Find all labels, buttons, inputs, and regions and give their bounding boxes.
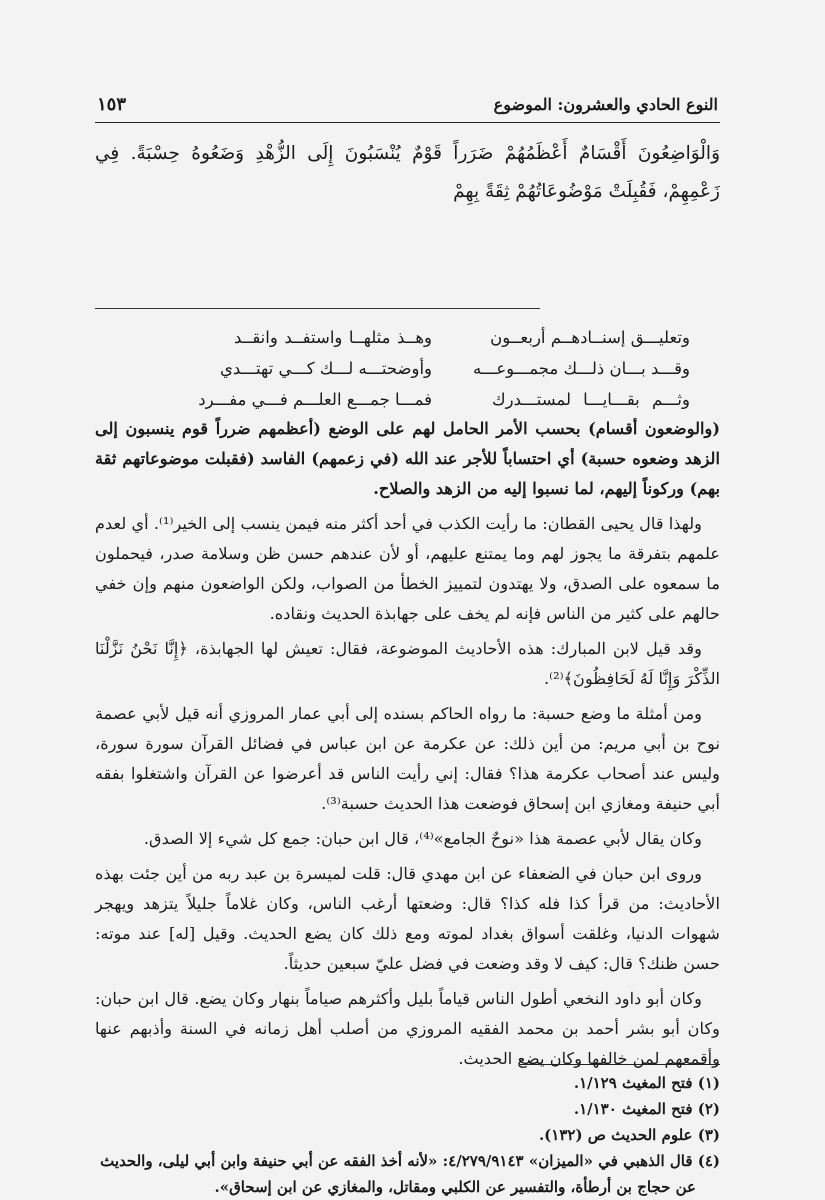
paragraph: ومن أمثلة ما وضع حسبة: ما رواه الحاكم بسنده إلى أبي عمار المروزي أنه قيل لأبي عصمة نوح بن أبي مريم: من أين ذلك: عن عكرمة عن ابن عباس في فضائل القرآن سورة سورة، وليس عند أصحاب عكرمة هذا؟ فقال: إني رأيت الناس قد أعرضوا عن القرآن واشتغلوا بفقه أبي حنيفة ومغازي ابن إسحاق فوضعت هذا الحديث حسبة⁽³⁾. — [95, 704, 720, 813]
poem-line — [95, 322, 720, 353]
footnotes — [95, 1070, 720, 1200]
paragraph: (والوضعون أقسام) بحسب الأمر الحامل لهم على الوضع (أعظمهم ضرراً قوم ينسبون إلى الزهد وضعوه حسبة) أي احتساباً للأجر عند الله (في زعمهم) الفاسد (فقبلت موضوعاتهم ثقة بهم) وركوناً إليهم، لما نسبوا إليه من الزهد والصلاح. — [95, 419, 720, 498]
poem-hemistich-left: وأوضحتـــه لـــك كـــي تهتـــدي — [219, 359, 432, 378]
paragraph: وروى ابن حبان في الضعفاء عن ابن مهدي قال: قلت لميسرة بن عبد ربه من أين جئت بهذه الأحاديث: من قرأ كذا فله كذا؟ قال: وضعتها أرغب الناس، وكان غلاماً جليلاً يتزهد ويهجر شهوات الدنيا، وغلقت أسواق بغداد لموته ومع ذلك كان يضع الحديث. وقيل [له] عند موته: حسن ظنك؟ قال: كيف لا وقد وضعت في فضل عليّ سبعين حديثاً. — [95, 864, 720, 973]
poem-line — [95, 353, 720, 384]
verse-separator-rule — [95, 308, 540, 309]
footnote: (٢) فتح المغيث ١/١٣٠. — [573, 1100, 720, 1118]
footnote: (٣) علوم الحديث ص (١٣٢). — [538, 1126, 720, 1144]
paragraph: ولهذا قال يحيى القطان: ما رأيت الكذب في أحد أكثر منه فيمن ينسب إلى الخير⁽¹⁾. أي لعدم علمهم بتفرقة ما يجوز لهم وما يمتنع عليهم، أو لأن عندهم حسن ظن وسلامة صدر، فيحملون ما سمعوه على الصدق، ولا يهتدون لتمييز الخطأ من الصواب، ولكن الواضعون منهم وإن خفي حالهم على كثير من الناس فإنه لم يخف على جهابذة الحديث ونقاده. — [95, 514, 721, 623]
poem-line — [95, 384, 720, 415]
running-header — [95, 94, 720, 123]
poem-block — [95, 322, 720, 415]
paragraph: وكان يقال لأبي عصمة هذا «نوحٌ الجامع»⁽⁴⁾، قال ابن حبان: جمع كل شيء إلا الصدق. — [143, 829, 702, 848]
commentary-body — [95, 414, 720, 1079]
book-page — [95, 94, 721, 1196]
chapter-title: النوع الحادي والعشرون: الموضوع — [493, 95, 718, 114]
poem-hemistich-right: وتعليـــق إسنــادهــم أربعــون — [490, 328, 690, 347]
poem-hemistich-left: وهــذ مثلهــا واستفــد وانقــد — [234, 328, 432, 347]
footnote-continuation: عن حجاج بن أرطأة، والتفسير عن الكلبي ومقاتل، والمغازي عن ابن إسحاق». — [214, 1178, 696, 1196]
poem-hemistich-right: وقـــد بـــان ذلـــك مجمـــوعـــه — [472, 359, 690, 378]
footnote: (١) فتح المغيث ١/١٢٩. — [573, 1074, 720, 1092]
paragraph: وكان أبو داود النخعي أطول الناس قياماً بليل وأكثرهم صياماً بنهار وكان يضع. قال ابن حبان: وكان أبو بشر أحمد بن محمد الفقيه المروزي من أصلب أهل زمانه في السنة وأذبهم عنها وأقمعهم لمن خالفها وكان يضع الحديث. — [95, 989, 720, 1068]
poem-hemistich-right: وثـــم بقـــايـــا لمستـــدرك — [492, 390, 690, 409]
footnote-separator-rule — [520, 1064, 720, 1065]
paragraph: وقد قيل لابن المبارك: هذه الأحاديث الموضوعة، فقال: تعيش لها الجهابذة، ﴿إِنَّا نَحْنُ نَزَّلْنَا الذِّكْرَ وَإِنَّا لَهُ لَحَافِظُونَ﴾⁽²⁾. — [95, 639, 720, 688]
poem-hemistich-left: فمـــا جمـــع العلـــم فـــي مفـــرد — [198, 390, 432, 409]
footnote: (٤) قال الذهبي في «الميزان» ٤/٢٧٩/٩١٤٣: «لأنه أخذ الفقه عن أبي حنيفة وابن أبي ليلى، والحديث — [100, 1152, 720, 1170]
main-verse: وَالْوَاضِعُونَ أَقْسَامٌ أَعْظَمُهُمْ ضَرَراً قَوْمٌ يُنْسَبُونَ إِلَى الزُّهْدِ وَضَعُوهُ حِسْبَةً. فِي زَعْمِهِمْ، فَقُبِلَتْ مَوْضُوعَاتُهُمْ ثِقَةً بِهِمْ — [95, 143, 720, 202]
page-number: ١٥٣ — [97, 94, 127, 115]
